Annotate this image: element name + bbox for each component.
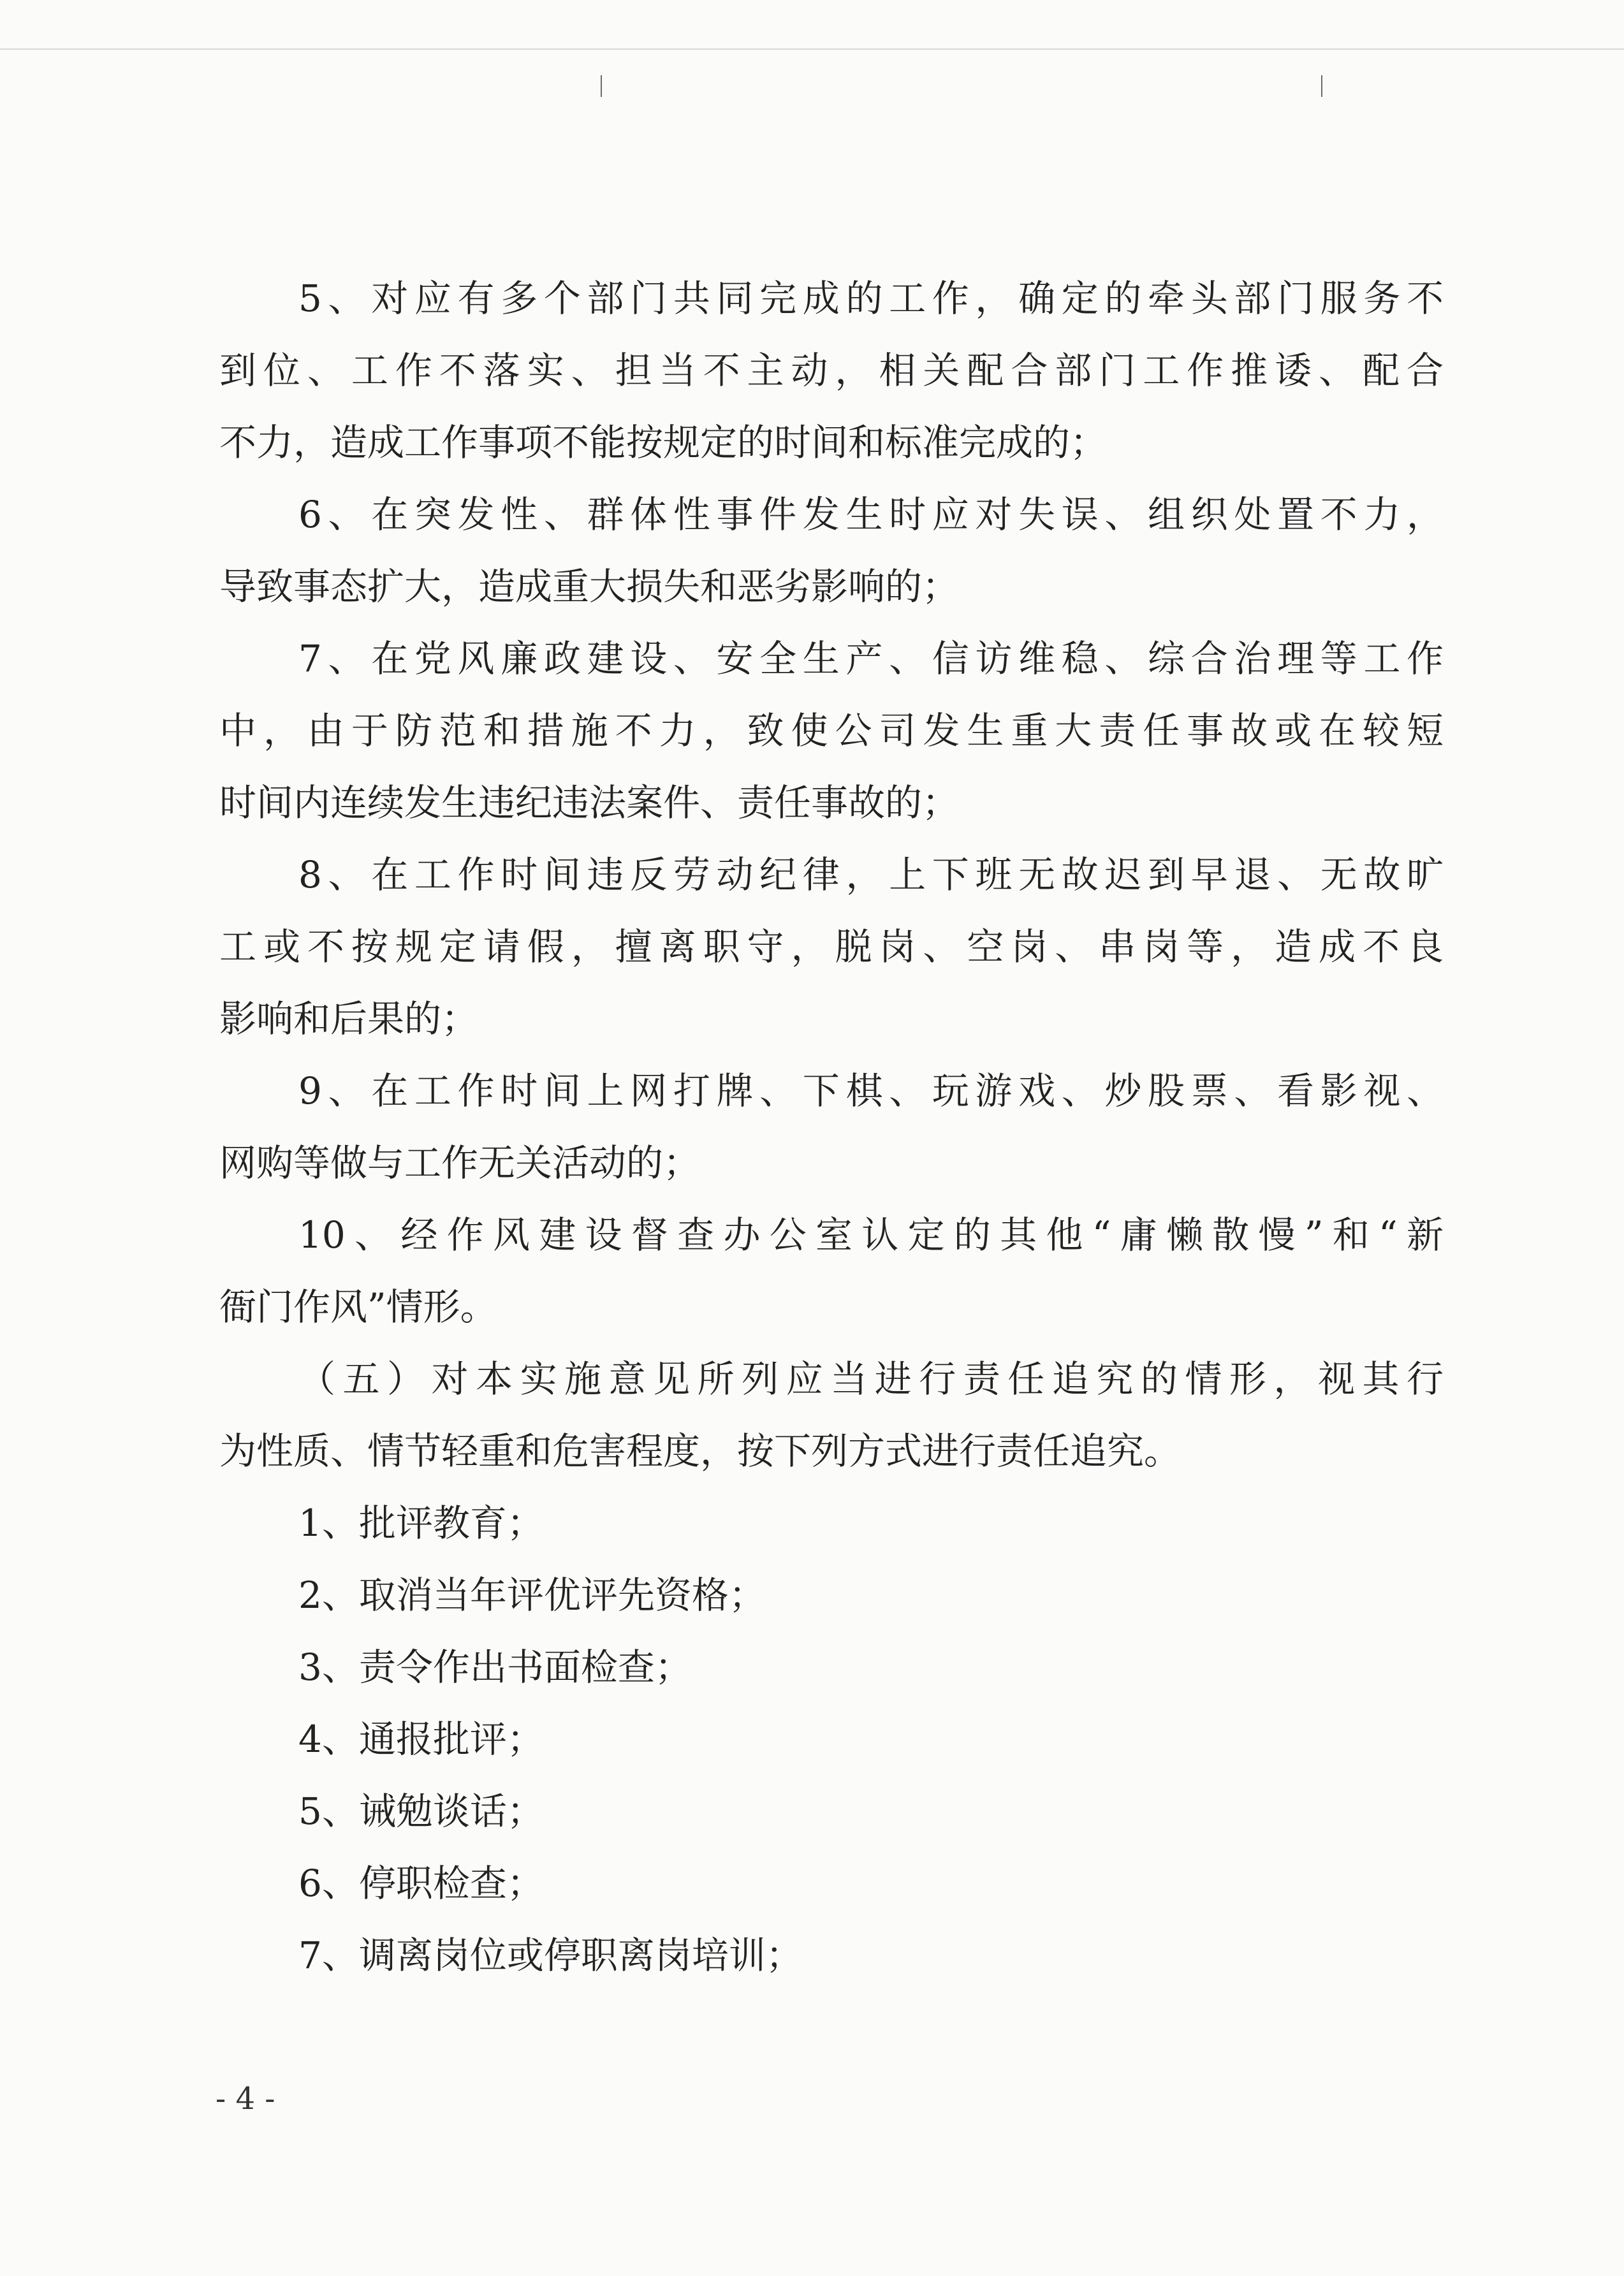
top-divider [0, 48, 1624, 50]
binding-mark-right [1321, 75, 1322, 97]
text-line: 6、停职检查； [298, 1862, 544, 1905]
text-line: 1、批评教育； [298, 1501, 544, 1545]
text-line: 衙门作风”情形。 [219, 1285, 497, 1329]
text-line: 3、责令作出书面检查； [298, 1645, 692, 1689]
text-line: 到位、工作不落实、担当不主动，相关配合部门工作推诿、配合 [219, 349, 1444, 392]
page-number: - 4 - [216, 2081, 275, 2117]
text-line: 导致事态扩大，造成重大损失和恶劣影响的； [219, 565, 960, 608]
text-line: 7、在党风廉政建设、安全生产、信访维稳、综合治理等工作 [298, 637, 1444, 680]
text-line: 中，由于防范和措施不力，致使公司发生重大责任事故或在较短 [219, 709, 1444, 752]
text-line: 6、在突发性、群体性事件发生时应对失误、组织处置不力， [298, 493, 1444, 536]
text-line: 5、诫勉谈话； [298, 1790, 544, 1833]
text-line: 9、在工作时间上网打牌、下棋、玩游戏、炒股票、看影视、 [298, 1069, 1444, 1112]
text-line: 10、经作风建设督查办公室认定的其他“庸懒散慢”和“新 [298, 1213, 1444, 1257]
text-line: 7、调离岗位或停职离岗培训； [298, 1934, 803, 1977]
text-line: 5、对应有多个部门共同完成的工作，确定的牵头部门服务不 [298, 277, 1444, 320]
binding-mark-left [601, 75, 602, 97]
text-line: 工或不按规定请假，擅离职守，脱岗、空岗、串岗等，造成不良 [219, 925, 1444, 968]
text-line: 2、取消当年评优评先资格； [298, 1573, 766, 1617]
text-line: 8、在工作时间违反劳动纪律，上下班无故迟到早退、无故旷 [298, 853, 1444, 896]
text-line: （五）对本实施意见所列应当进行责任追究的情形，视其行 [298, 1357, 1444, 1401]
text-line: 为性质、情节轻重和危害程度，按下列方式进行责任追究。 [219, 1429, 1181, 1473]
text-line: 时间内连续发生违纪违法案件、责任事故的； [219, 781, 960, 824]
document-body [219, 263, 1444, 1992]
text-line: 4、通报批评； [298, 1718, 544, 1761]
text-line: 不力，造成工作事项不能按规定的时间和标准完成的； [219, 421, 1108, 464]
text-line: 网购等做与工作无关活动的； [219, 1141, 701, 1185]
text-line: 影响和后果的； [219, 997, 479, 1040]
